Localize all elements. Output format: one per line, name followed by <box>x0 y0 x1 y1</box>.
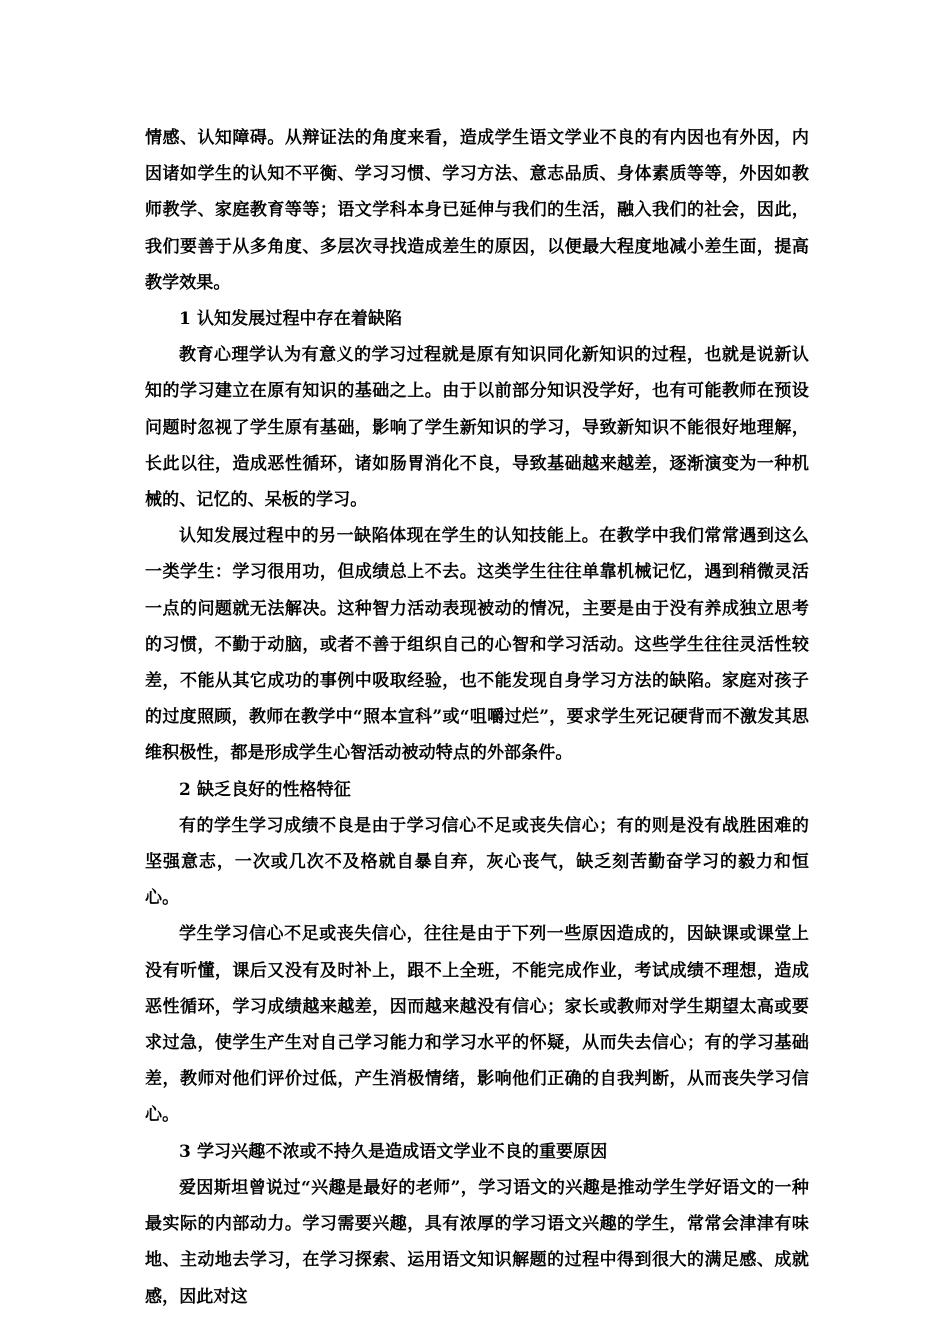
section-heading-2: 2 缺乏良好的性格特征 <box>179 779 351 800</box>
body-paragraph: 情感、认知障碍。从辩证法的角度来看，造成学生语文学业不良的有内因也有外因，内因诸如学生的认知不平衡、学习习惯、学习方法、意志品质、身体素质等等，外因如教师教学、家庭教育等等；语文学科本身已延伸与我们的生活，融入我们的社会，因此，我们要善于从多角度、多层次寻找造成差生的原因，以便最大程度地减小差生面，提高教学效果。 <box>145 128 809 293</box>
section-heading-1: 1 认知发展过程中存在着缺陷 <box>179 309 403 330</box>
body-paragraph: 学生学习信心不足或丧失信心，往往是由于下列一些原因造成的，因缺课或课堂上没有听懂，课后又没有及时补上，跟不上全班，不能完成作业，考试成绩不理想，造成恶性循环，学习成绩越来越差，因而越来越没有信心；家长或教师对学生期望太高或要求过急，使学生产生对自己学习能力和学习水平的怀疑，从而失去信心；有的学习基础差，教师对他们评价过低，产生消极情绪，影响他们正确的自我判断，从而丧失学习信心。 <box>145 924 809 1126</box>
body-paragraph: 有的学生学习成绩不良是由于学习信心不足或丧失信心；有的则是没有战胜困难的坚强意志，一次或几次不及格就自暴自弃，灰心丧气，缺乏刻苦勤奋学习的毅力和恒心。 <box>145 815 809 909</box>
section-heading-3: 3 学习兴趣不浓或不持久是造成语文学业不良的重要原因 <box>179 1141 608 1162</box>
body-paragraph: 爱因斯坦曾说过“兴趣是最好的老师”，学习语文的兴趣是推动学生学好语文的一种最实际的内部动力。学习需要兴趣，具有浓厚的学习语文兴趣的学生，常常会津津有味地、主动地去学习，在学习探索、运用语文知识解题的过程中得到很大的满足感、成就感，因此对这 <box>145 1177 809 1307</box>
body-paragraph: 教育心理学认为有意义的学习过程就是原有知识同化新知识的过程，也就是说新认知的学习建立在原有知识的基础之上。由于以前部分知识没学好，也有可能教师在预设问题时忽视了学生原有基础，影响了学生新知识的学习，导致新知识不能很好地理解，长此以往，造成恶性循环，诸如肠胃消化不良，导致基础越来越差，逐渐演变为一种机械的、记忆的、呆板的学习。 <box>145 345 809 511</box>
body-paragraph: 认知发展过程中的另一缺陷体现在学生的认知技能上。在教学中我们常常遇到这么一类学生：学习很用功，但成绩总上不去。这类学生往往单靠机械记忆，遇到稍微灵活一点的问题就无法解决。这种智力活动表现被动的情况，主要是由于没有养成独立思考的习惯，不勤于动脑，或者不善于组织自己的心智和学习活动。这些学生往往灵活性较差，不能从其它成功的事例中吸取经验，也不能发现自身学习方法的缺陷。家庭对孩子的过度照顾，教师在教学中“照本宣科”或“咀嚼过烂”，要求学生死记硬背而不激发其思维积极性，都是形成学生心智活动被动特点的外部条件。 <box>145 526 809 764</box>
document-body <box>145 120 809 1315</box>
